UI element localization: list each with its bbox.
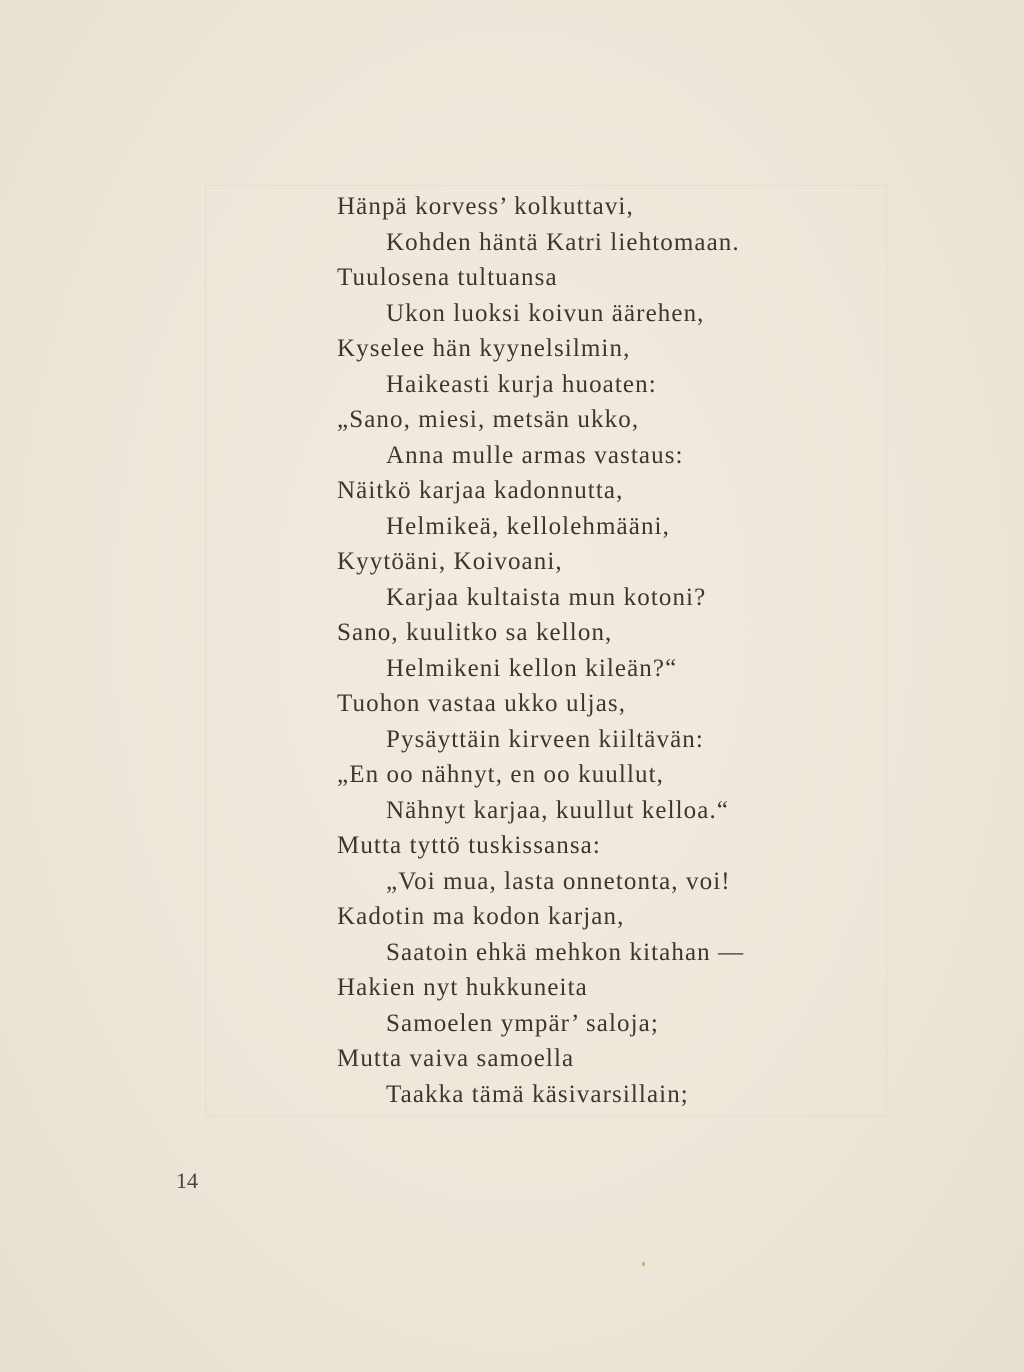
poem-line: Karjaa kultaista mun kotoni? — [386, 583, 707, 611]
poem-line: Tuulosena tultuansa — [337, 264, 558, 291]
poem-line: „Sano, miesi, metsän ukko, — [337, 406, 640, 433]
poem-line: Mutta tyttö tuskissansa: — [337, 832, 601, 859]
page-number: 14 — [176, 1168, 198, 1193]
poem-line: Hänpä korvess’ kolkuttavi, — [337, 193, 634, 220]
poem-line: Hakien nyt hukkuneita — [337, 974, 588, 1001]
poem-line: Kadotin ma kodon karjan, — [337, 903, 625, 930]
poem-line: Ukon luoksi koivun äärehen, — [386, 299, 705, 327]
poem-line: Anna mulle armas vastaus: — [386, 441, 684, 469]
poem-line: Pysäyttäin kirveen kiiltävän: — [386, 725, 704, 753]
poem-line: Mutta vaiva samoella — [337, 1045, 575, 1072]
poem-line: Näitkö karjaa kadonnutta, — [337, 477, 624, 504]
poem-line: Tuohon vastaa ukko uljas, — [337, 690, 627, 717]
poem-line: Kohden häntä Katri liehtomaan. — [386, 228, 740, 256]
poem-line: Samoelen ympär’ saloja; — [386, 1009, 659, 1037]
poem-line: Helmikeä, kellolehmääni, — [386, 512, 670, 540]
poem-line: Nähnyt karjaa, kuullut kelloa.“ — [386, 796, 730, 824]
poem-line: Kyytöäni, Koivoani, — [337, 548, 563, 575]
poem-line: „Voi mua, lasta onnetonta, voi! — [386, 867, 731, 895]
poem-line: Taakka tämä käsivarsillain; — [386, 1080, 689, 1108]
poem-line: Kyselee hän kyynelsilmin, — [337, 335, 631, 362]
poem-line: „En oo nähnyt, en oo kuullut, — [337, 761, 664, 788]
poem-line: Haikeasti kurja huoaten: — [386, 370, 657, 398]
paper-speck — [642, 1262, 645, 1266]
poem-line: Helmikeni kellon kileän?“ — [386, 654, 678, 682]
poem-line: Sano, kuulitko sa kellon, — [337, 619, 613, 646]
poem-line: Saatoin ehkä mehkon kitahan — — [386, 938, 745, 966]
